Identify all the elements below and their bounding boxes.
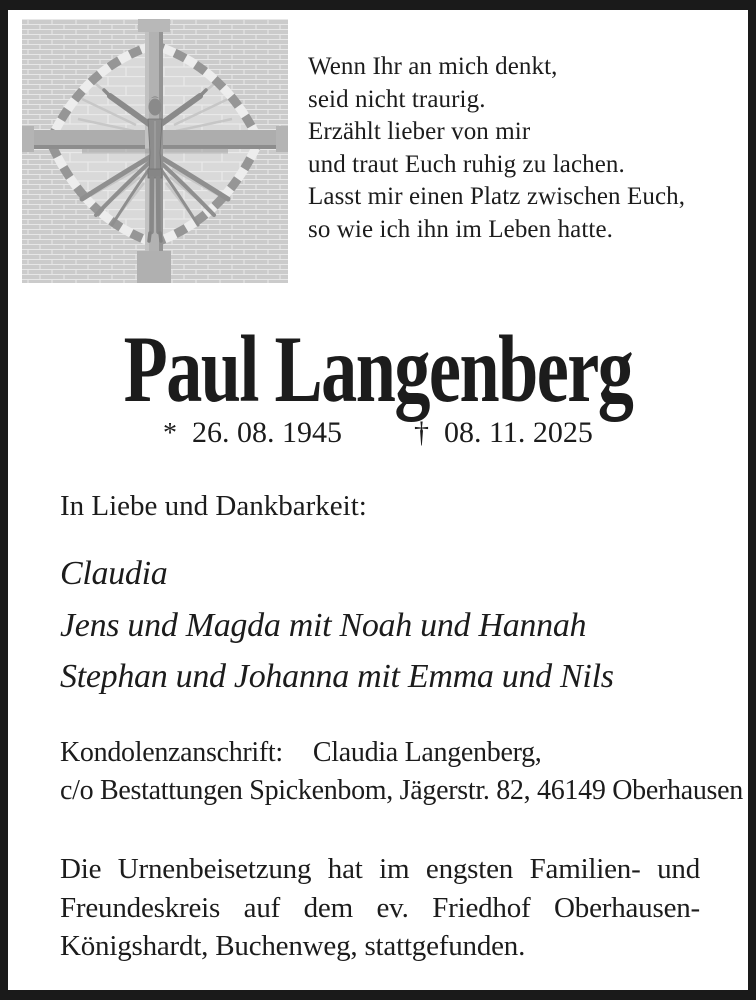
poem-line: Erzählt lieber von mir bbox=[308, 118, 531, 145]
poem-line: so wie ich ihn im Leben hatte. bbox=[308, 215, 614, 243]
burial-info bbox=[60, 850, 700, 966]
mourner-line: Jens und Magda mit Noah und Hannah bbox=[60, 606, 587, 644]
condolence-name: Claudia Langenberg, bbox=[312, 737, 542, 768]
death-date: 08. 11. 2025 bbox=[444, 416, 593, 449]
life-dates bbox=[8, 418, 748, 448]
deceased-name: Paul Langenberg bbox=[123, 316, 633, 422]
poem-line: und traut Euch ruhig zu lachen. bbox=[308, 150, 625, 178]
memorial-photo bbox=[22, 19, 288, 283]
tribute-line: In Liebe und Dankbarkeit: bbox=[60, 490, 367, 522]
poem-line: Wenn Ihr an mich denkt, bbox=[308, 53, 558, 80]
burial-line: Freundeskreis auf dem ev. Friedhof Oberhausen- bbox=[60, 891, 700, 924]
born-star-icon: * bbox=[163, 418, 178, 449]
poem-line: Lasst mir einen Platz zwischen Euch, bbox=[308, 183, 686, 210]
poem-line: seid nicht traurig. bbox=[308, 85, 486, 113]
mourner-line: Claudia bbox=[60, 555, 168, 592]
condolence-street: c/o Bestattungen Spickenbom, Jägerstr. 82, 46149 Oberhausen bbox=[60, 775, 743, 806]
notice-frame bbox=[8, 10, 748, 990]
condolence-line bbox=[60, 734, 743, 772]
memorial-poem bbox=[308, 51, 685, 246]
crucifix-photo-graphic bbox=[22, 19, 288, 283]
condolence-label: Kondolenzanschrift: bbox=[60, 737, 283, 768]
condolence-address bbox=[60, 734, 743, 810]
burial-line: Die Urnenbeisetzung hat im engsten Familien- und bbox=[60, 853, 700, 885]
mourners-list bbox=[60, 548, 614, 703]
mourner-line: Stephan und Johanna mit Emma und Nils bbox=[60, 658, 614, 695]
burial-line: Königshardt, Buchenweg, stattgefunden. bbox=[60, 930, 526, 962]
birth-date: 26. 08. 1945 bbox=[192, 416, 343, 449]
birth-date-group bbox=[163, 418, 342, 448]
death-date-group bbox=[414, 418, 593, 448]
died-cross-icon: † bbox=[414, 416, 430, 449]
